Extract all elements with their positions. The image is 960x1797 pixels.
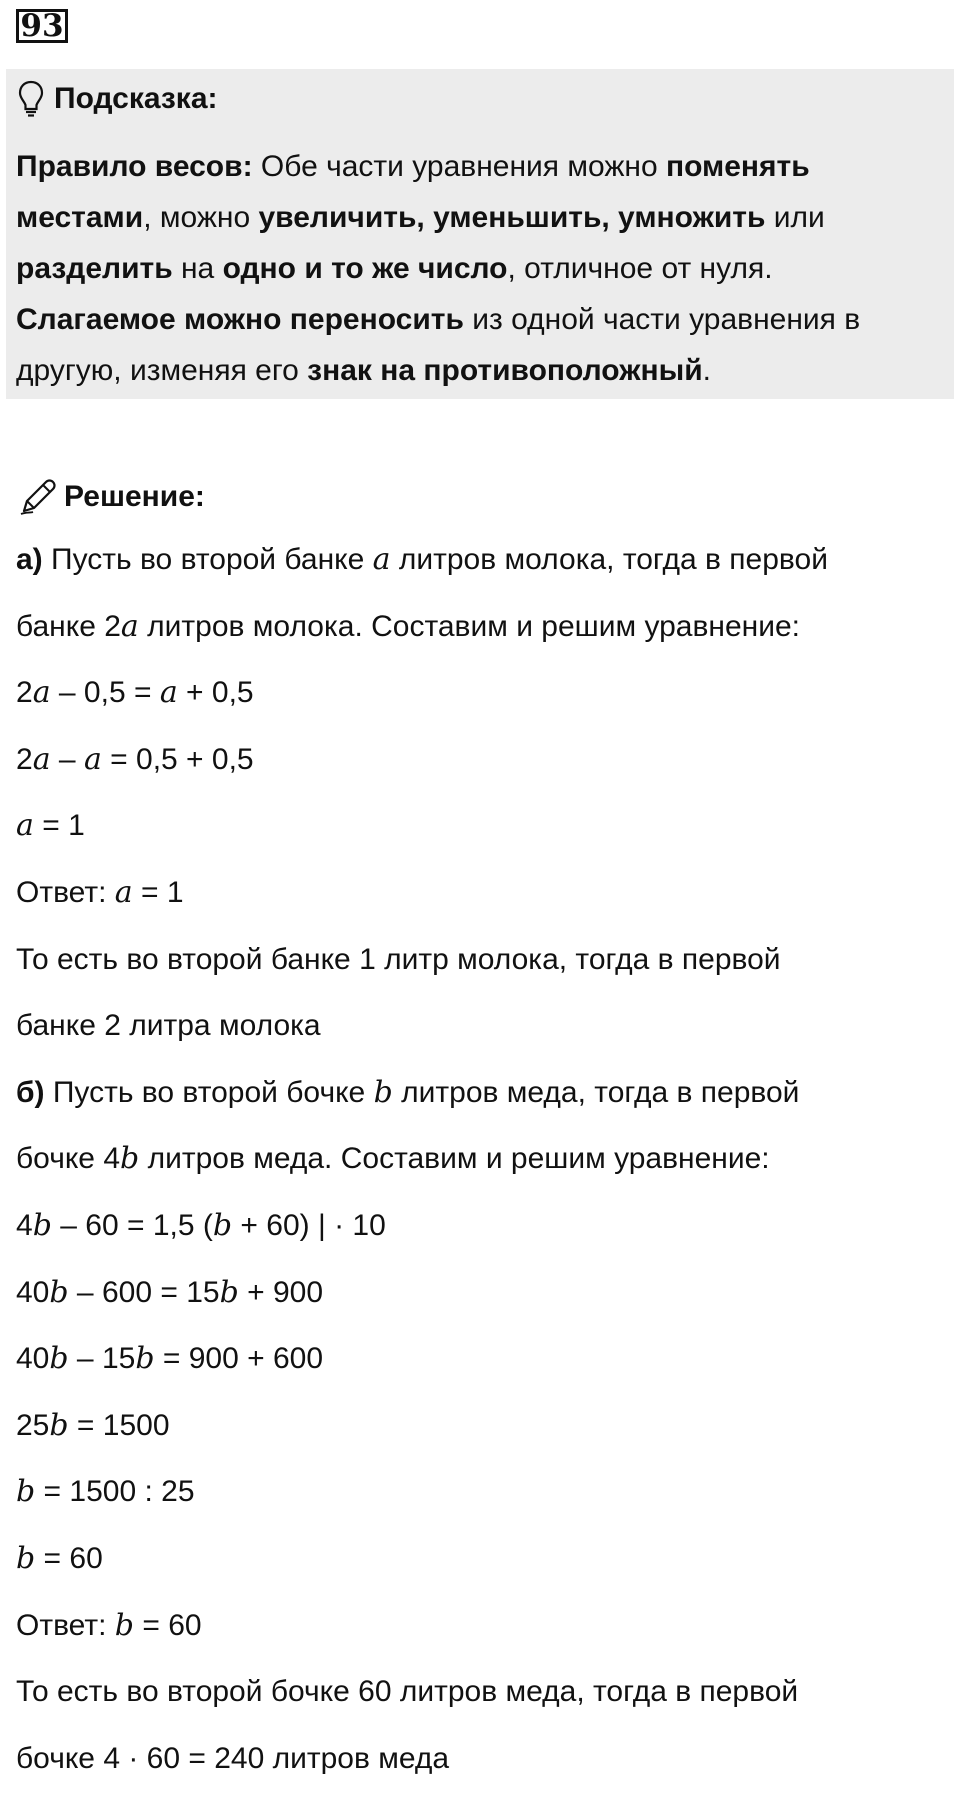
text: литров меда, тогда в первой	[392, 1075, 800, 1109]
text: 40	[16, 1342, 50, 1376]
part-b-label: б)	[16, 1075, 45, 1109]
variable: a	[16, 808, 34, 844]
variable: b	[120, 1141, 140, 1177]
hint-bold-part: Слагаемое можно переносить	[16, 303, 464, 336]
pencil-icon	[18, 477, 58, 517]
part-b-equation-4	[16, 1398, 946, 1465]
text: = 1	[132, 875, 184, 909]
text: = 0,5 + 0,5	[101, 742, 254, 776]
variable: b	[114, 1607, 134, 1643]
text: = 60	[35, 1541, 103, 1575]
hint-text-part: из одной части уравнения в другую, изменяя его	[16, 303, 861, 387]
hint-bold-part: разделить	[16, 252, 173, 285]
variable: a	[32, 675, 51, 711]
variable: b	[49, 1407, 69, 1443]
text: + 0,5	[177, 676, 254, 710]
variable: a	[32, 741, 51, 777]
hint-bold-part: знак на противоположный	[307, 354, 703, 387]
variable: b	[49, 1274, 69, 1310]
hint-text-part: Обе части уравнения можно	[252, 150, 666, 183]
part-a-equation-1	[16, 665, 946, 732]
text: = 1500	[68, 1408, 170, 1442]
hint-bold-part: увеличить, уменьшить, умножить	[258, 201, 766, 234]
solution-header	[18, 472, 205, 522]
text: = 1500 : 25	[35, 1475, 195, 1509]
text: 40	[16, 1275, 50, 1309]
text: литров меда. Составим и решим уравнение:	[139, 1142, 770, 1176]
part-b-equation-1	[16, 1198, 946, 1265]
part-b-equation-5	[16, 1464, 946, 1531]
task-number: 93	[16, 9, 68, 43]
variable: b	[32, 1207, 52, 1243]
lightbulb-icon	[18, 80, 44, 118]
variable: a	[372, 542, 391, 577]
solution-body	[16, 532, 946, 1797]
hint-text-part: или	[765, 201, 825, 234]
part-a-conclusion-1: То есть во второй банке 1 литр молока, тогда в первой	[16, 942, 781, 976]
variable: b	[49, 1341, 69, 1377]
variable: b	[219, 1274, 239, 1310]
hint-text-part: на	[172, 252, 223, 285]
text: – 60 = 1,5 (	[51, 1208, 213, 1242]
part-b-line-2	[16, 1131, 946, 1198]
variable: a	[159, 675, 178, 711]
text: 25	[16, 1408, 50, 1442]
part-b-answer	[16, 1598, 946, 1665]
answer-label: Ответ:	[16, 875, 115, 909]
part-b-conclusion-2: бочке 4 · 60 = 240 литров меда	[16, 1741, 450, 1775]
part-b-equation-2	[16, 1265, 946, 1332]
text: – 0,5 =	[50, 676, 160, 710]
hint-rule-name: Правило весов:	[16, 150, 253, 183]
text: = 900 + 600	[154, 1342, 324, 1376]
hint-box	[6, 69, 954, 399]
part-b-equation-6	[16, 1531, 946, 1598]
hint-bold-part: одно и то же число	[222, 252, 508, 285]
hint-title: Подсказка:	[54, 82, 218, 115]
variable: a	[114, 874, 133, 910]
part-b-equation-3	[16, 1331, 946, 1398]
part-a-line-1	[16, 532, 946, 599]
part-b-conclusion-1: То есть во второй бочке 60 литров меда, тогда в первой	[16, 1675, 799, 1709]
variable: b	[16, 1540, 36, 1576]
text: = 60	[134, 1608, 202, 1642]
part-a-line-2	[16, 599, 946, 666]
part-a-label: а)	[16, 543, 43, 576]
text: литров молока. Составим и решим уравнение:	[138, 609, 801, 643]
variable: b	[373, 1074, 393, 1110]
part-a-equation-3	[16, 798, 946, 865]
text: + 900	[238, 1275, 324, 1309]
text: –	[50, 742, 84, 776]
hint-text-part: , можно	[143, 201, 259, 234]
text: 2	[16, 742, 33, 776]
text: – 600 = 15	[68, 1275, 220, 1309]
answer-label: Ответ:	[16, 1608, 115, 1642]
hint-text-part: .	[702, 354, 711, 387]
text: бочке 4	[16, 1142, 121, 1176]
text: литров молока, тогда в первой	[390, 543, 828, 576]
hint-text	[16, 141, 946, 396]
part-a-equation-2	[16, 732, 946, 799]
variable: b	[16, 1474, 36, 1510]
text: 4	[16, 1208, 33, 1242]
text: банке 2	[16, 609, 121, 643]
text: 2	[16, 676, 33, 710]
part-b-line-1	[16, 1065, 946, 1132]
text: Пусть во второй банке	[42, 543, 373, 576]
hint-bold-part: поменять местами	[16, 150, 810, 234]
text: = 1	[33, 809, 85, 843]
solution-title: Решение:	[64, 480, 205, 513]
part-a-conclusion-2: банке 2 литра молока	[16, 1009, 321, 1043]
text: – 15	[68, 1342, 136, 1376]
variable: a	[83, 741, 102, 777]
text: Пусть во второй бочке	[44, 1075, 374, 1109]
variable: b	[212, 1207, 233, 1243]
hint-text-part: , отличное от нуля.	[507, 252, 773, 285]
hint-header	[18, 77, 218, 121]
variable: a	[120, 608, 139, 644]
part-a-answer	[16, 865, 946, 932]
variable: b	[135, 1341, 155, 1377]
text: + 60) | · 10	[232, 1208, 386, 1242]
